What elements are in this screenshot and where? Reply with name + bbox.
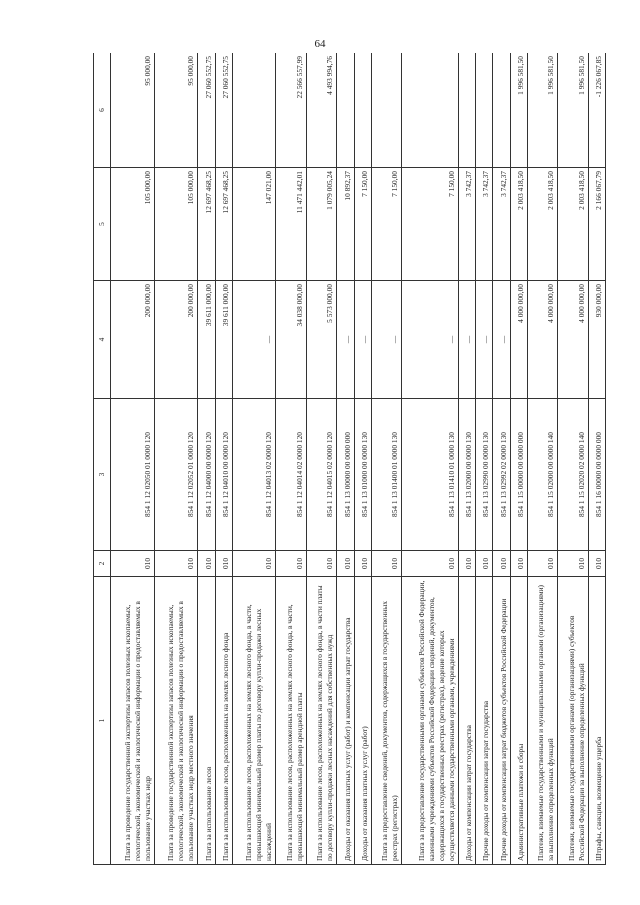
row-name: Административные платежи и сборы [510,577,527,865]
row-prev [402,53,459,168]
row-plan: — [337,281,354,399]
header-row [94,53,111,865]
row-fact: 2 003 418,50 [527,168,557,281]
row-plan: 4 000 000,00 [510,281,527,399]
row-code: 010 [198,551,215,577]
row-kbk: 854 1 12 04010 00 0000 120 [215,399,232,551]
row-prev: 4 493 994,76 [306,53,336,168]
row-fact: 147 021,00 [232,168,276,281]
row-name: Плата за предоставление сведений, документов, содержащихся в государственных реестрах (регистрах) [371,577,401,865]
row-name: Платежи, взимаемые государственными органами (организациями) субъектов Российской Федерации за выполнение определенных функций [558,577,588,865]
table-row [476,53,493,865]
table-row [306,53,336,865]
row-fact: 2 003 418,50 [558,168,588,281]
row-prev [476,53,493,168]
row-kbk: 854 1 13 02992 02 0000 130 [493,399,510,551]
table-row [588,53,605,865]
row-name: Плата за использование лесов, расположенных на землях лесного фонда, в части платы по договору купли-продажи лесных насаждений для собственных нужд [306,577,336,865]
row-code: 010 [558,551,588,577]
row-kbk: 854 1 15 02000 00 0000 140 [527,399,557,551]
column-header: 4 [94,281,111,399]
rotated-table-container [93,53,606,865]
row-name: Плата за использование лесов, расположенных на землях лесного фонда [215,577,232,865]
row-code: 010 [371,551,401,577]
row-fact: 105 000,00 [111,168,155,281]
table-row [337,53,354,865]
row-code: 010 [306,551,336,577]
row-name: Доходы от оказания платных услуг (работ) и компенсации затрат государства [337,577,354,865]
row-name: Плата за проведение государственной экспертизы запасов полезных ископаемых, геологической, экономической и экологической информации о предоставляемых в пользование участках недр [111,577,155,865]
row-prev [337,53,354,168]
row-kbk: 854 1 15 02020 02 0000 140 [558,399,588,551]
row-prev [459,53,476,168]
row-kbk: 854 1 13 02990 00 0000 130 [476,399,493,551]
row-code: 010 [510,551,527,577]
row-code: 010 [215,551,232,577]
row-prev: 1 996 581,50 [510,53,527,168]
column-header: 6 [94,53,111,168]
table-row [215,53,232,865]
table-row [111,53,155,865]
row-code: 010 [354,551,371,577]
row-name: Плата за проведение государственной экспертизы запасов полезных ископаемых, геологической, экономической и экологической информации о предоставляемых в пользование участках недр местного значения [154,577,198,865]
row-plan: 200 000,00 [111,281,155,399]
budget-table [93,53,606,865]
row-fact: 3 742,37 [476,168,493,281]
table-row [402,53,459,865]
row-fact: 12 697 468,25 [198,168,215,281]
row-name: Прочие доходы от компенсации затрат бюджетов субъектов Российской Федерации [493,577,510,865]
row-kbk: 854 1 15 00000 00 0000 000 [510,399,527,551]
row-prev: 22 566 557,99 [276,53,306,168]
row-prev: 27 060 552,75 [198,53,215,168]
column-header: 3 [94,399,111,551]
row-plan: — [476,281,493,399]
row-name: Штрафы, санкции, возмещение ущерба [588,577,605,865]
row-fact: 1 079 005,24 [306,168,336,281]
table-row [354,53,371,865]
row-prev: -1 226 067,85 [588,53,605,168]
row-fact: 7 150,00 [354,168,371,281]
row-plan: — [459,281,476,399]
row-fact: 7 150,00 [402,168,459,281]
row-plan: 930 000,00 [588,281,605,399]
row-kbk: 854 1 12 04000 00 0000 120 [198,399,215,551]
column-header: 2 [94,551,111,577]
row-name: Плата за использование лесов, расположенных на землях лесного фонда, в части, превышающей минимальный размер платы по договору купли-продажи лесных насаждений [232,577,276,865]
row-code: 010 [459,551,476,577]
row-kbk: 854 1 12 04013 02 0000 120 [232,399,276,551]
row-prev: 95 000,00 [111,53,155,168]
table-row [459,53,476,865]
table-row [276,53,306,865]
row-fact: 2 166 067,79 [588,168,605,281]
row-name: Платежи, взимаемые государственными и муниципальными органами (организациями) за выполнение определенных функций [527,577,557,865]
row-kbk: 854 1 12 02050 01 0000 120 [111,399,155,551]
row-fact: 105 000,00 [154,168,198,281]
row-fact: 11 471 442,01 [276,168,306,281]
row-name: Плата за использование лесов [198,577,215,865]
row-plan: — [371,281,401,399]
table-row [154,53,198,865]
table-row [371,53,401,865]
row-code: 010 [111,551,155,577]
row-prev: 27 060 552,75 [215,53,232,168]
table-row [232,53,276,865]
row-code: 010 [232,551,276,577]
row-plan: 5 573 000,00 [306,281,336,399]
row-name: Доходы от оказания платных услуг (работ) [354,577,371,865]
table-row [510,53,527,865]
row-plan: 39 611 000,00 [198,281,215,399]
row-fact: 3 742,37 [493,168,510,281]
row-kbk: 854 1 12 02052 01 0000 120 [154,399,198,551]
row-code: 010 [476,551,493,577]
row-plan: — [493,281,510,399]
row-kbk: 854 1 13 00000 00 0000 000 [337,399,354,551]
row-plan: — [232,281,276,399]
rotated-table [93,53,606,865]
row-plan: 200 000,00 [154,281,198,399]
row-plan: 39 611 000,00 [215,281,232,399]
column-header: 1 [94,577,111,865]
row-kbk: 854 1 13 01000 00 0000 130 [354,399,371,551]
row-plan: — [402,281,459,399]
row-fact: 2 003 418,50 [510,168,527,281]
page-number: 64 [314,38,326,50]
row-fact: 7 150,00 [371,168,401,281]
row-kbk: 854 1 13 01410 01 0000 130 [402,399,459,551]
row-prev [232,53,276,168]
row-code: 010 [402,551,459,577]
row-kbk: 854 1 12 04014 02 0000 120 [276,399,306,551]
row-prev [493,53,510,168]
row-fact: 3 742,37 [459,168,476,281]
row-prev: 1 996 581,50 [527,53,557,168]
row-prev [371,53,401,168]
row-name: Доходы от компенсации затрат государства [459,577,476,865]
row-kbk: 854 1 12 04015 02 0000 120 [306,399,336,551]
row-prev [354,53,371,168]
row-plan: — [354,281,371,399]
row-name: Плата за предоставление государственными органами субъектов Российской Федерации, казенными учреждениями субъектов Российской Федерации сведений, документов, содержащихся в государственных реестрах (регистрах), ведение которых осуществляется данными государственными органами, учреждениями [402,577,459,865]
row-code: 010 [276,551,306,577]
row-code: 010 [588,551,605,577]
row-fact: 10 892,37 [337,168,354,281]
row-kbk: 854 1 13 01400 01 0000 130 [371,399,401,551]
row-kbk: 854 1 16 00000 00 0000 000 [588,399,605,551]
row-name: Прочие доходы от компенсации затрат государства [476,577,493,865]
row-code: 010 [337,551,354,577]
row-plan: 4 000 000,00 [558,281,588,399]
row-code: 010 [154,551,198,577]
row-prev: 1 996 581,50 [558,53,588,168]
table-row [558,53,588,865]
row-fact: 12 697 468,25 [215,168,232,281]
row-plan: 4 000 000,00 [527,281,557,399]
row-plan: 34 038 000,00 [276,281,306,399]
table-row [198,53,215,865]
row-code: 010 [527,551,557,577]
table-row [493,53,510,865]
row-name: Плата за использование лесов, расположенных на землях лесного фонда, в части, превышающей минимальный размер арендной платы [276,577,306,865]
row-prev: 95 000,00 [154,53,198,168]
column-header: 5 [94,168,111,281]
row-kbk: 854 1 13 02000 00 0000 130 [459,399,476,551]
table-row [527,53,557,865]
row-code: 010 [493,551,510,577]
